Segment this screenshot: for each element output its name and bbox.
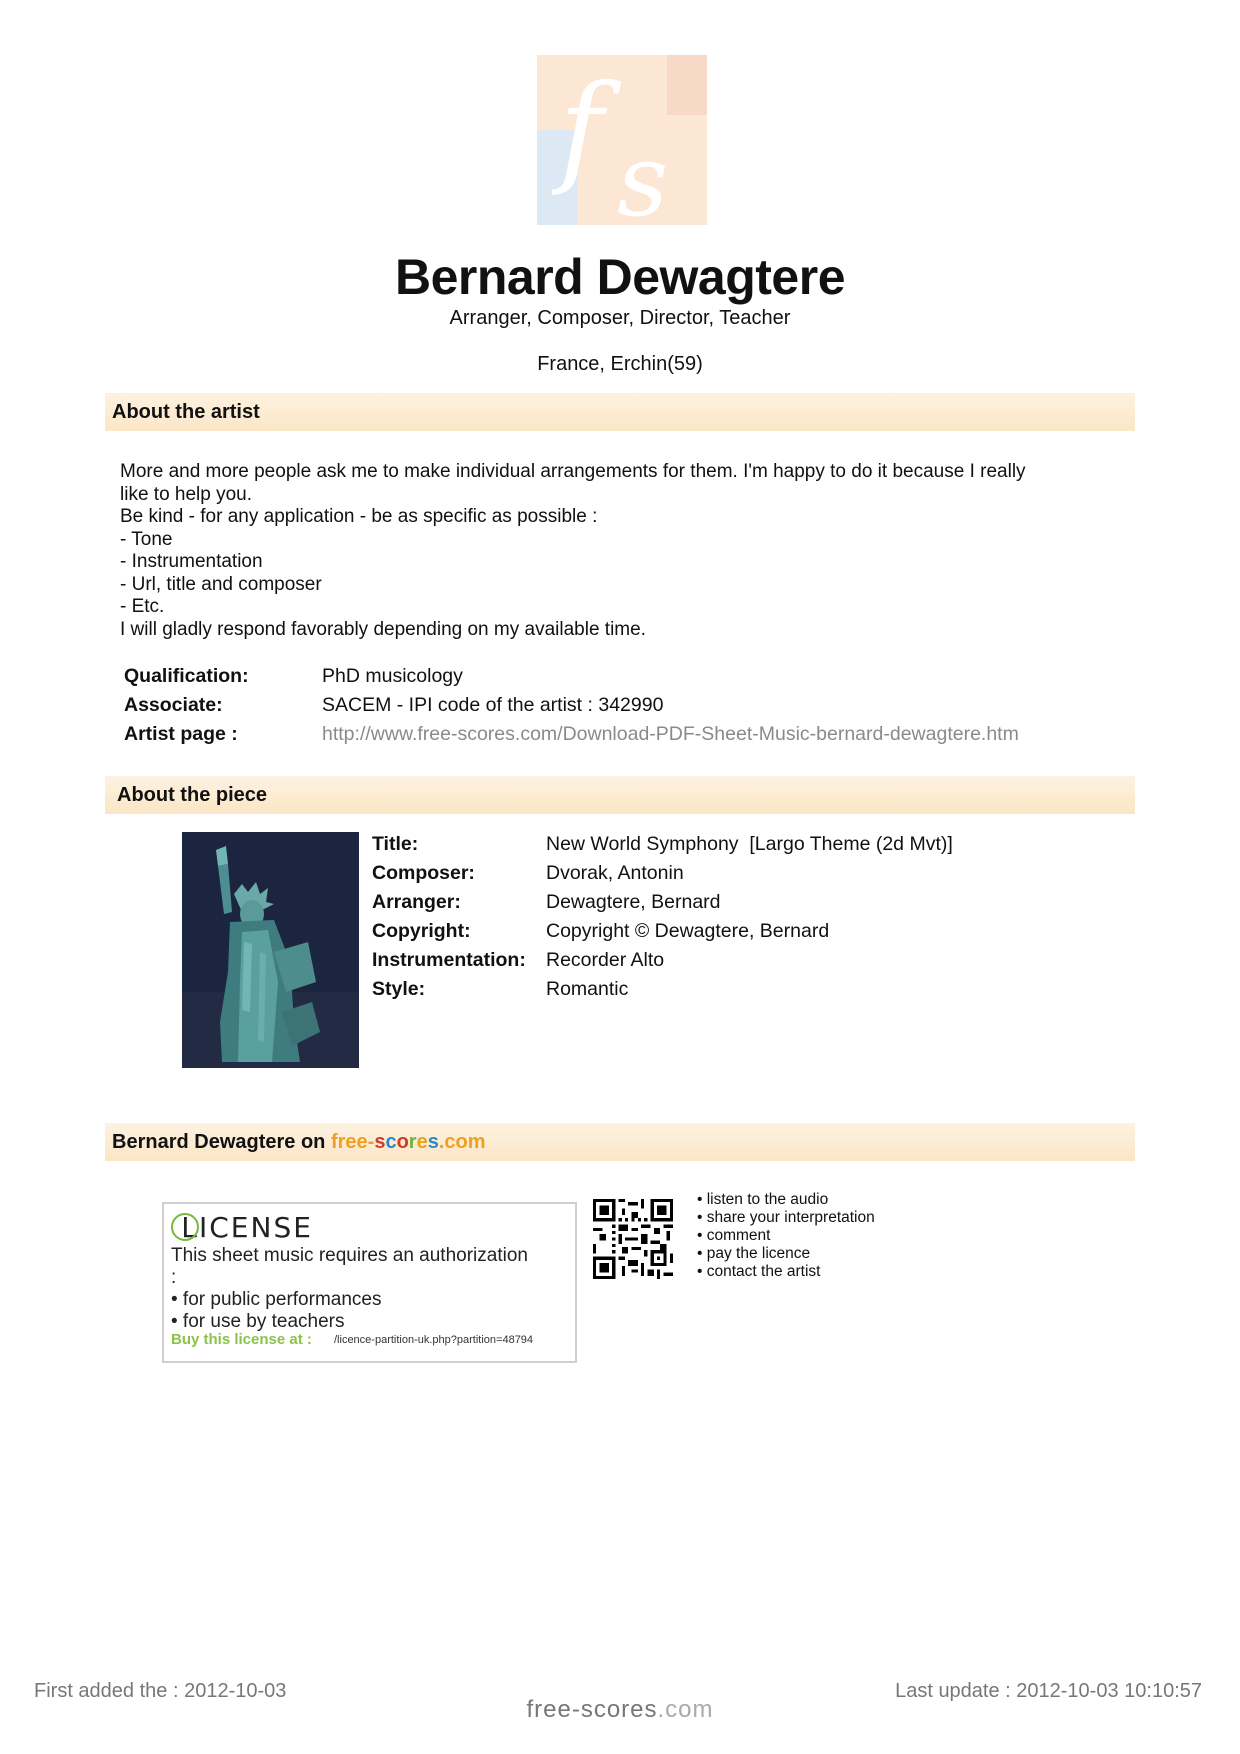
copyright-value: Copyright © Dewagtere, Bernard xyxy=(546,920,830,942)
artist-page-link[interactable]: http://www.free-scores.com/Download-PDF-Sheet-Music-bernard-dewagtere.htm xyxy=(322,723,1019,745)
artist-on-site-prefix: Bernard Dewagtere on xyxy=(112,1131,331,1153)
artist-on-site-heading xyxy=(105,1123,1135,1161)
artist-page-label: Artist page : xyxy=(124,723,238,745)
about-piece-heading: About the piece xyxy=(105,776,1135,814)
feature-item: • share your interpretation xyxy=(697,1209,875,1226)
about-line: Be kind - for any application - be as specific as possible : xyxy=(120,506,598,527)
feature-list xyxy=(697,1191,875,1281)
composer-value: Dvorak, Antonin xyxy=(546,862,684,884)
about-artist-text xyxy=(120,461,1130,641)
about-line: - Url, title and composer xyxy=(120,573,322,595)
about-line: - Etc. xyxy=(120,596,165,617)
title-label: Title: xyxy=(372,833,419,855)
feature-item: • pay the licence xyxy=(697,1245,811,1262)
feature-item: • comment xyxy=(697,1227,771,1244)
about-line: I will gladly respond favorably depending on my available time. xyxy=(120,618,646,640)
artist-name: Bernard Dewagtere xyxy=(395,249,845,305)
instrumentation-label: Instrumentation: xyxy=(372,949,526,971)
license-circle-icon xyxy=(171,1213,199,1241)
about-line: like to help you. xyxy=(120,483,253,505)
qualification-value: PhD musicology xyxy=(322,665,463,687)
footer-logo: free-scores.com xyxy=(526,1696,714,1723)
first-added-date: First added the : 2012-10-03 xyxy=(34,1680,287,1702)
title-value: New World Symphony [Largo Theme (2d Mvt)] xyxy=(546,833,953,855)
copyright-label: Copyright: xyxy=(372,920,471,942)
free-scores-logo xyxy=(537,55,707,225)
arranger-value: Dewagtere, Bernard xyxy=(546,891,721,913)
buy-license-label: Buy this license at : xyxy=(171,1331,312,1348)
about-line: More and more people ask me to make individual arrangements for them. I'm happy to do it because I really xyxy=(120,461,1026,482)
artist-location: France, Erchin(59) xyxy=(537,353,703,375)
svg-text:s: s xyxy=(617,122,669,225)
last-update-date: Last update : 2012-10-03 10:10:57 xyxy=(895,1680,1202,1702)
style-value: Romantic xyxy=(546,978,629,1000)
site-link[interactable]: free-scores.com xyxy=(330,1131,486,1153)
composer-label: Composer: xyxy=(372,862,475,884)
license-box xyxy=(162,1202,577,1363)
statue-of-liberty-image xyxy=(182,832,359,1068)
license-description: This sheet music requires an authorization : • for public performances • for use by teachers xyxy=(171,1245,528,1332)
artist-roles: Arranger, Composer, Director, Teacher xyxy=(449,307,791,329)
feature-item: • listen to the audio xyxy=(697,1191,829,1208)
arranger-label: Arranger: xyxy=(372,891,461,913)
associate-label: Associate: xyxy=(124,694,223,716)
svg-text:f: f xyxy=(559,60,604,199)
license-title: LICENSE xyxy=(171,1211,313,1244)
style-label: Style: xyxy=(372,978,426,1000)
instrumentation-value: Recorder Alto xyxy=(546,949,665,971)
about-line: - Tone xyxy=(120,528,173,550)
feature-item: • contact the artist xyxy=(697,1263,821,1280)
about-artist-heading: About the artist xyxy=(105,393,1135,431)
qr-code[interactable] xyxy=(593,1199,673,1279)
about-line: - Instrumentation xyxy=(120,551,263,572)
qualification-label: Qualification: xyxy=(124,665,249,687)
associate-value: SACEM - IPI code of the artist : 342990 xyxy=(322,694,664,716)
buy-license-link[interactable]: /licence-partition-uk.php?partition=48794 xyxy=(334,1334,534,1346)
